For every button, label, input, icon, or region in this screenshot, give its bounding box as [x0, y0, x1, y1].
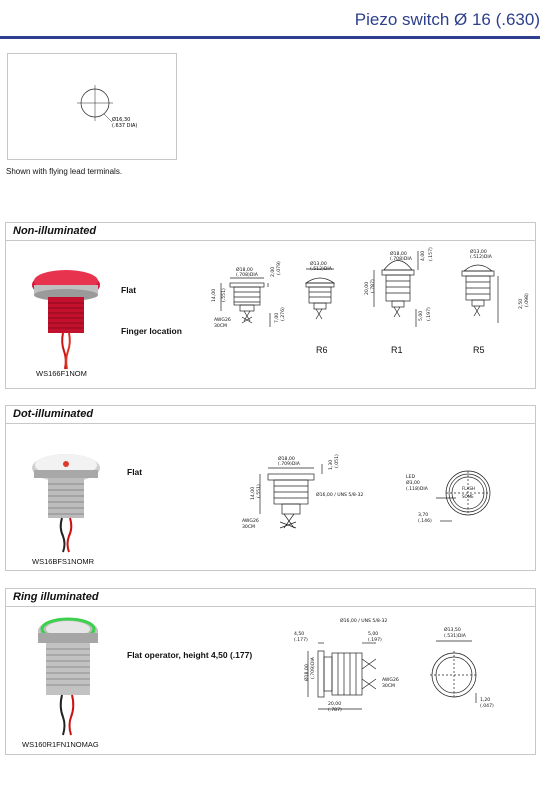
ring-d: Ø13,50: [444, 628, 461, 633]
dot-off: 3,70: [418, 513, 429, 518]
dim-r5-d: Ø13,00: [470, 250, 487, 255]
dim-h4: 4,00: [421, 250, 426, 261]
dim-h6: 20,00: [365, 281, 370, 295]
dot-led-d: Ø3,00: [406, 481, 420, 486]
label-finger-location: Finger location: [121, 326, 182, 336]
front-view-drawing: [8, 54, 176, 159]
dim-awg: AWG26: [214, 318, 231, 323]
dot-awg: AWG26: [242, 519, 259, 524]
dim-h5: 5,00: [419, 310, 424, 321]
ring-g: 1,20: [480, 698, 491, 703]
dim-r1-d: Ø18,00: [390, 252, 407, 257]
panel-ring-illuminated: [5, 588, 536, 755]
ring-gi: (.047): [480, 704, 494, 709]
variant-r1: R1: [391, 345, 403, 355]
ring-illuminated-drawings: [6, 589, 537, 754]
part-number: WS16BFS1NOMR: [32, 557, 95, 566]
panel-title: Dot-illuminated: [13, 408, 94, 420]
panel-non-illuminated: [5, 222, 536, 389]
ring-a: 4,50: [294, 632, 305, 637]
dot-illuminated-drawings: [6, 406, 537, 570]
dim-d2: Ø13,00: [310, 262, 327, 267]
variant-r6: R6: [316, 345, 328, 355]
part-number: WS166F1NOM: [36, 369, 87, 378]
dim-r1-di: (.708)DIA: [390, 257, 412, 262]
dim-h5i: (.197): [427, 307, 432, 321]
dim-h2i: (.079): [277, 261, 282, 275]
ring-thread: Ø16,00 / UNS 5/8-32: [340, 619, 388, 624]
ring-hi: (.709)DIA: [311, 657, 316, 679]
ring-side-drawing: [308, 643, 376, 709]
dim-h3: 7,00: [275, 312, 280, 323]
ring-front-drawing: [430, 641, 478, 703]
part-number: WS160R1FN1NOMAG: [22, 740, 99, 749]
dim-h1i: (.551): [222, 288, 227, 302]
ring-h: Ø18,00: [305, 664, 310, 681]
drawing-r5: [462, 265, 498, 323]
ring-li: (.787): [328, 708, 342, 713]
dim-d1i: (.708)DIA: [236, 273, 258, 278]
page-title: Piezo switch Ø 16 (.630): [354, 10, 540, 29]
dot-sym1: FLASH: [462, 486, 475, 491]
panel-dot-illuminated: [5, 405, 536, 571]
header-divider: [0, 36, 540, 39]
dim-d2i: (.512)DIA: [310, 267, 332, 272]
dot-d1: Ø18,00: [278, 457, 295, 462]
variant-r5: R5: [473, 345, 485, 355]
dim-h4i: (.157): [429, 247, 434, 261]
dim-h6i: (.787): [371, 279, 376, 293]
dot-switch-photo: [32, 454, 100, 552]
dot-sym2: SOME: [462, 494, 474, 499]
dot-led: LED: [406, 475, 415, 480]
ring-b: 5,00: [368, 632, 379, 637]
panel-title: Ring illuminated: [13, 591, 99, 603]
dot-h2i: (.551): [257, 484, 262, 498]
front-dim-value: Ø16,30: [112, 117, 131, 123]
ring-ai: (.177): [294, 638, 308, 643]
ring-awg: AWG26: [382, 678, 399, 683]
red-switch-photo: [32, 270, 100, 369]
label-flat-operator: Flat operator, height 4,50 (.177): [127, 650, 253, 660]
non-illuminated-drawings: [6, 223, 537, 388]
dot-side-drawing: [260, 464, 322, 528]
dim-d1: Ø18,00: [236, 268, 253, 273]
dot-led-di: (.118)DIA: [406, 487, 428, 492]
dot-len: 30CM: [242, 525, 256, 530]
front-view-box: [7, 53, 177, 160]
dim-h2: 2,00: [271, 266, 276, 277]
dot-d1i: (.709)DIA: [278, 462, 300, 467]
dot-h1i: (.051): [335, 454, 340, 468]
dim-len: 30CM: [214, 324, 228, 329]
drawing-r6: [306, 269, 334, 319]
ring-di: (.531)DIA: [444, 634, 466, 639]
dim-h7i: (.098): [525, 293, 530, 307]
ring-bi: (.197): [368, 638, 382, 643]
front-dim-inch: (.637 DIA): [112, 123, 138, 129]
ring-len: 30CM: [382, 684, 396, 689]
panel-title: Non-illuminated: [13, 225, 97, 237]
drawing-r1: [374, 251, 418, 327]
dim-h1: 14,00: [212, 288, 217, 302]
top-caption: Shown with flying lead terminals.: [6, 167, 123, 176]
ring-l: 20,00: [328, 702, 342, 707]
dot-thread: Ø16,00 / UNS 5/8-32: [316, 493, 364, 498]
dot-offi: (.146): [418, 519, 432, 524]
dot-h2: 14,00: [251, 486, 256, 500]
label-flat: Flat: [127, 467, 143, 477]
dim-h3i: (.276): [281, 307, 286, 321]
label-flat: Flat: [121, 285, 137, 295]
dim-r5-di: (.512)DIA: [470, 255, 492, 260]
dot-h1: 1,30: [329, 459, 334, 470]
ring-switch-photo: [38, 619, 98, 735]
dim-h7: 2,50: [519, 298, 524, 309]
